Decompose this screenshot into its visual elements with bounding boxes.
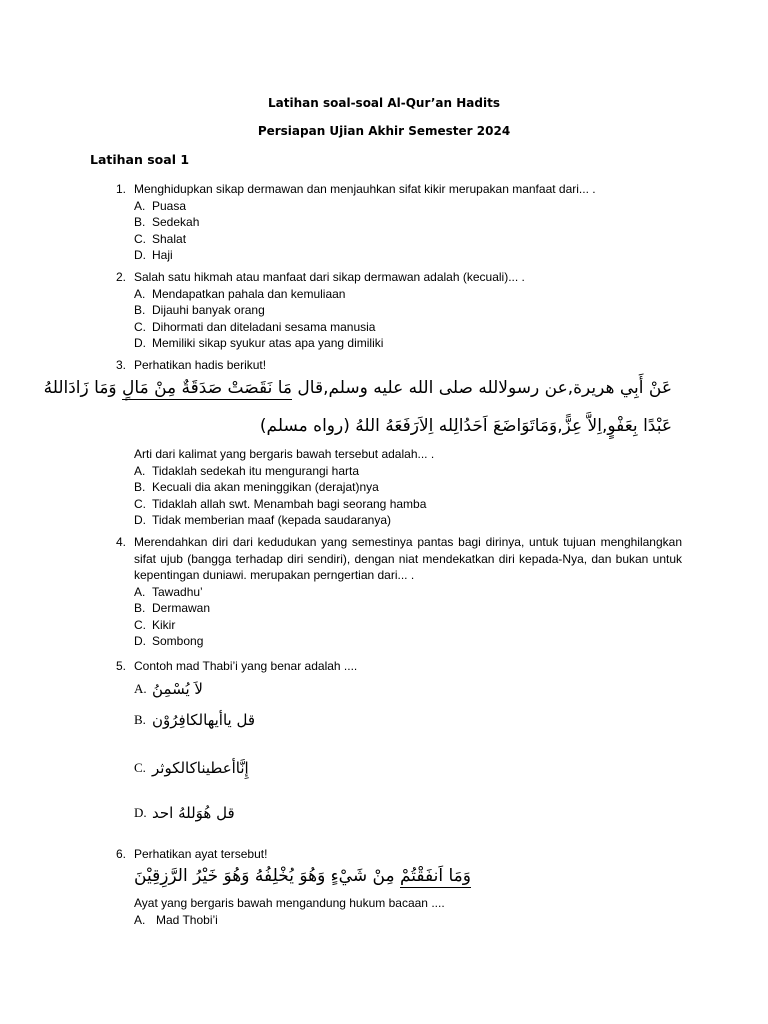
question-6-body — [116, 895, 682, 928]
hadith-line-1 — [44, 378, 672, 398]
option-a[interactable]: A. Tidaklah sedekah itu mengurangi harta — [134, 463, 360, 478]
option-c[interactable]: C. Kikir — [134, 617, 176, 632]
question-prompt: Arti dari kalimat yang bergaris bawah tersebut adalah... . — [134, 447, 435, 461]
option-b[interactable]: B. قل ياأيهالكافِرُوْن — [134, 711, 256, 729]
option-c[interactable]: C. إِنَّاأعطيناكالكوثر — [134, 759, 249, 777]
document-subtitle: Persiapan Ujian Akhir Semester 2024 — [257, 124, 511, 138]
option-b[interactable]: B. Dermawan — [134, 601, 211, 615]
question-number: 4. — [116, 535, 127, 549]
question-5 — [116, 658, 682, 675]
options-list — [134, 286, 682, 352]
quran-verse — [134, 866, 471, 886]
question-2 — [116, 269, 682, 352]
hadith-line-2: عَبْدًا بِعَفْوٍ,اِلاَّ عِزًّ,وَمَاتَوَاضَعَ اَحَدُالِله اِلاَرَفَعَهُ اللهُ (رواه مسلم) — [259, 416, 672, 436]
document-title: Latihan soal-soal Al-Qur’an Hadits — [268, 96, 500, 110]
section-heading: Latihan soal 1 — [90, 152, 190, 167]
question-4 — [116, 534, 682, 650]
question-text: Perhatikan ayat tersebut! — [134, 847, 268, 861]
question-text: Merendahkan diri dari kedudukan yang semestinya pantas bagi dirinya, untuk tujuan menghilangkan sifat ujub (bangga terhadap diri sendiri), dengan niat mendekatkan diri kepada-Nya, dan bukan untuk kepentingan duniawi. merupakan perngertian dari... . — [134, 535, 682, 582]
option-c[interactable]: C. Shalat — [134, 231, 187, 246]
question-number: 6. — [116, 847, 127, 861]
options-list — [134, 198, 682, 264]
option-d[interactable]: D. قل هُوَللهُ احد — [134, 804, 235, 822]
question-6 — [116, 846, 682, 863]
question-number: 5. — [116, 659, 127, 673]
option-b[interactable]: B. Sedekah — [134, 215, 200, 229]
question-number: 2. — [116, 270, 127, 284]
option-d[interactable]: D. Tidak memberian maaf (kepada saudaranya) — [134, 513, 392, 527]
hadith-underlined-phrase: مَا نَقَصَتْ صَدَقَةٌ مِنْ مَالٍ — [122, 378, 292, 398]
option-d[interactable]: D. Memiliki sikap syukur atas apa yang dimiliki — [134, 336, 384, 350]
option-c[interactable]: C. Tidaklah allah swt. Menambah bagi seorang hamba — [134, 496, 427, 511]
question-3 — [116, 357, 682, 374]
option-b[interactable]: B. Kecuali dia akan meninggikan (derajat)nya — [134, 480, 379, 494]
option-a[interactable]: A. لاَ يُسْمِنُ — [134, 680, 203, 698]
verse-underlined-phrase: وَمَا اَنفَقْتُمْ — [399, 866, 471, 886]
hadith-line-1-end: وَمَا زَادَاللهُ — [43, 378, 117, 398]
verse-rest: مِنْ شَيْءٍ وَهُوَ يُخْلِفُهُ وَهُوَ خَيْرُ الرَّزِقِيْنَ — [134, 866, 395, 886]
question-number: 1. — [116, 182, 127, 196]
question-text: Menghidupkan sikap dermawan dan menjauhkan sifat kikir merupakan manfaat dari... . — [134, 182, 596, 196]
option-a[interactable]: A. Tawadhu’ — [134, 584, 203, 599]
option-a[interactable]: A. Mad Thobi’i — [134, 912, 218, 927]
option-d[interactable]: D. Sombong — [134, 634, 204, 648]
option-a[interactable]: A. Puasa — [134, 198, 187, 213]
hadith-line-1-plain: عَنْ أَبِي هريرة,عن رسولالله صلى الله عليه وسلم,قال — [297, 378, 672, 398]
question-prompt: Ayat yang bergaris bawah mengandung hukum bacaan .... — [134, 896, 445, 910]
option-c[interactable]: C. Dihormati dan diteladani sesama manusia — [134, 319, 376, 334]
question-number: 3. — [116, 358, 127, 372]
question-3-body — [116, 446, 682, 529]
options-list — [134, 584, 682, 650]
question-text: Perhatikan hadis berikut! — [134, 358, 267, 372]
option-b[interactable]: B. Dijauhi banyak orang — [134, 303, 265, 317]
question-1 — [116, 181, 682, 264]
option-d[interactable]: D. Haji — [134, 248, 173, 262]
question-text: Contoh mad Thabi’i yang benar adalah .... — [134, 659, 358, 673]
question-text: Salah satu hikmah atau manfaat dari sikap dermawan adalah (kecuali)... . — [134, 270, 525, 284]
option-a[interactable]: A. Mendapatkan pahala dan kemuliaan — [134, 286, 346, 301]
